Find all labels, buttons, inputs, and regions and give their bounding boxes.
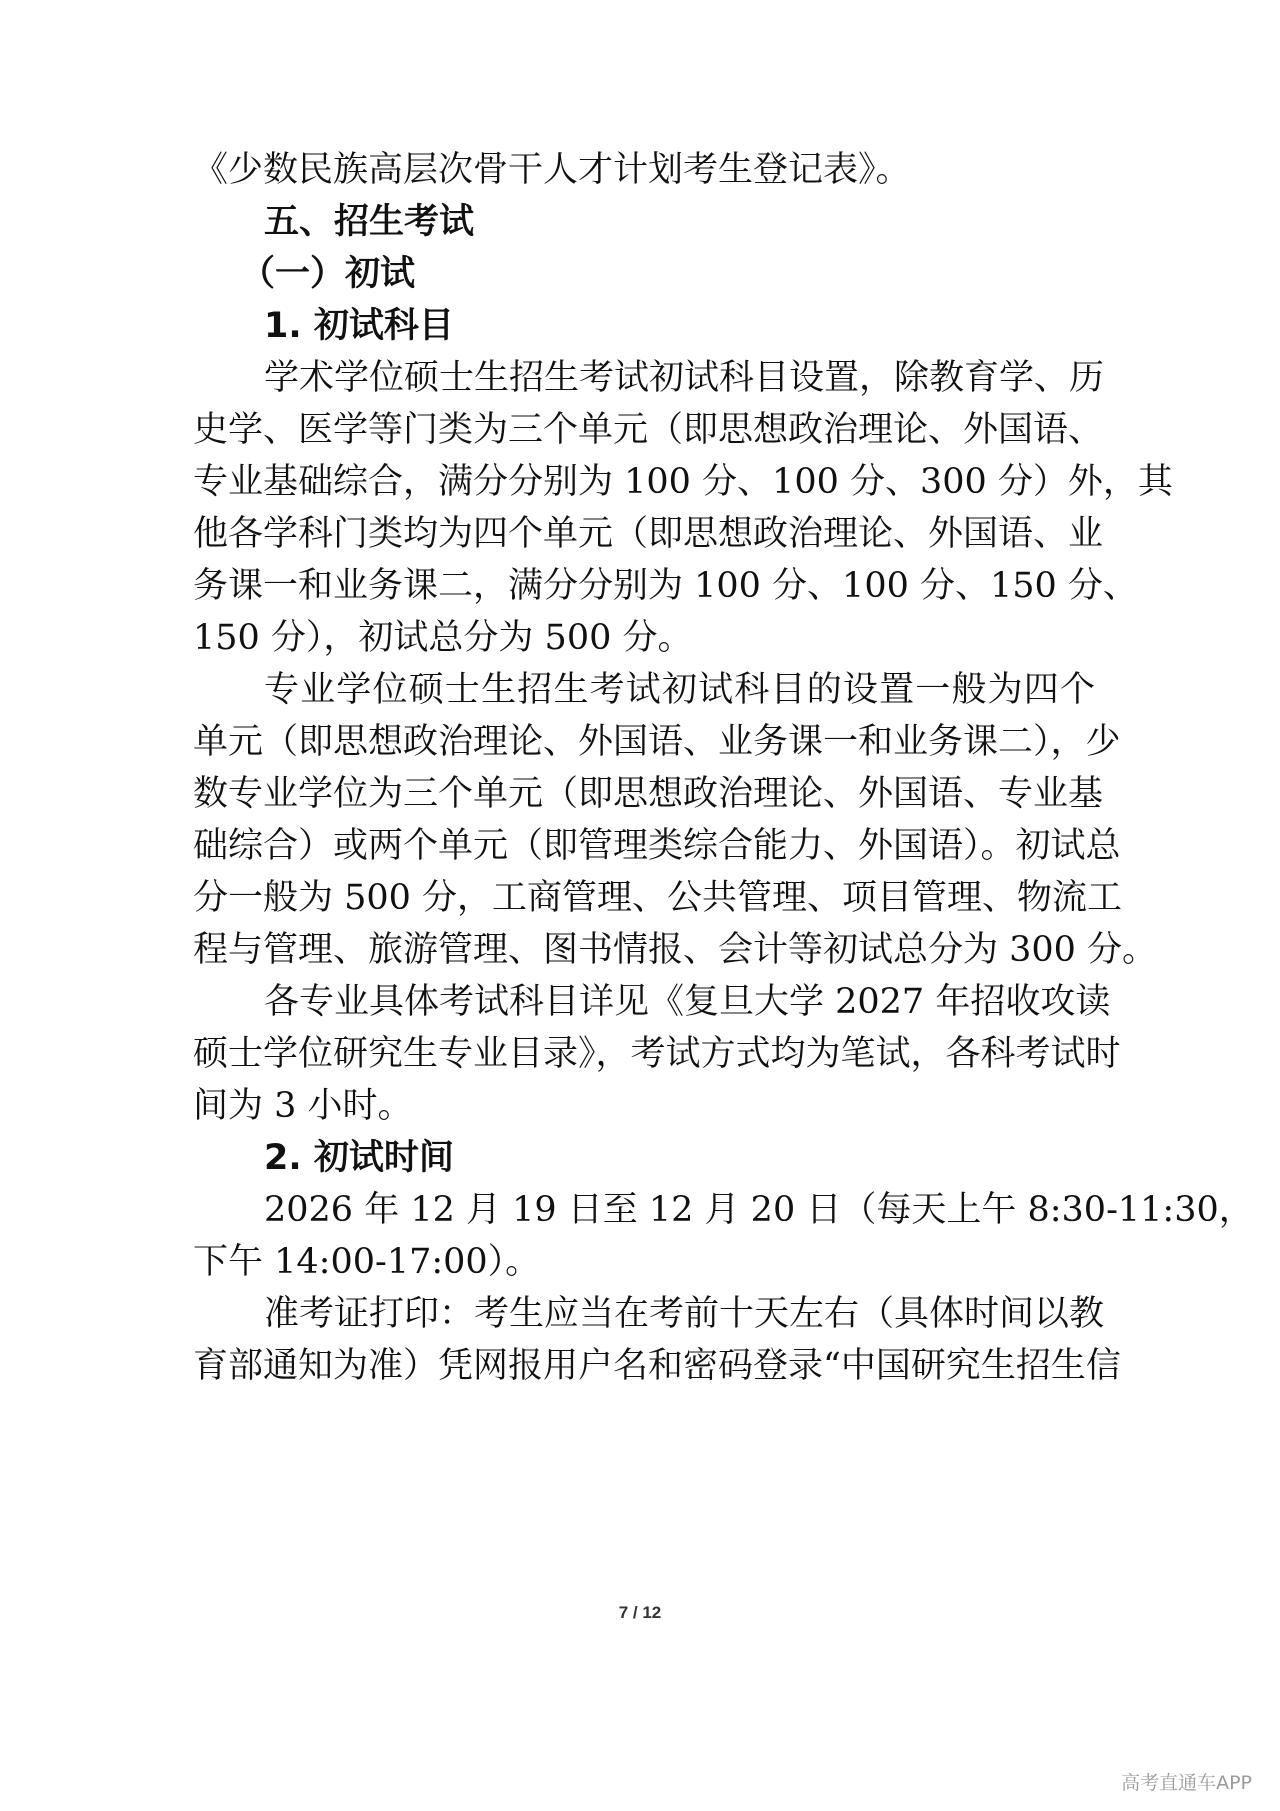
section-heading: 五、招生考试 [264, 202, 475, 242]
paragraph-line: 分一般为 500 分，工商管理、公共管理、项目管理、物流工 [193, 878, 1123, 918]
paragraph-line: 专业学位硕士生招生考试初试科目的设置一般为四个 [264, 670, 1095, 710]
text-line: 《少数民族高层次骨干人才计划考生登记表》。 [193, 150, 911, 190]
paragraph-line: 各专业具体考试科目详见《复旦大学 2027 年招收攻读 [264, 982, 1111, 1022]
watermark: 高考直通车APP [1121, 1772, 1252, 1794]
paragraph-line: 2026 年 12 月 19 日至 12 月 20 日（每天上午 8:30-11:30， [264, 1190, 1254, 1230]
paragraph-line: 务课一和业务课二，满分分别为 100 分、100 分、150 分、 [193, 566, 1138, 606]
paragraph-line: 学术学位硕士生招生考试初试科目设置，除教育学、历 [264, 358, 1105, 398]
paragraph-line: 数专业学位为三个单元（即思想政治理论、外国语、专业基 [193, 774, 1104, 814]
paragraph-line: 史学、医学等门类为三个单元（即思想政治理论、外国语、 [193, 410, 1104, 450]
paragraph-line: 下午 14:00-17:00）。 [193, 1242, 541, 1282]
paragraph-line: 间为 3 小时。 [193, 1086, 413, 1126]
item-heading: 1. 初试科目 [264, 306, 454, 346]
item-heading: 2. 初试时间 [264, 1138, 454, 1178]
page-number: 7 / 12 [618, 1603, 662, 1622]
paragraph-line: 准考证打印：考生应当在考前十天左右（具体时间以教 [264, 1294, 1105, 1334]
paragraph-line: 育部通知为准）凭网报用户名和密码登录“中国研究生招生信 [193, 1346, 1121, 1386]
subsection-heading: （一）初试 [240, 254, 416, 294]
paragraph-line: 硕士学位研究生专业目录》，考试方式均为笔试，各科考试时 [193, 1034, 1121, 1074]
paragraph-line: 础综合）或两个单元（即管理类综合能力、外国语）。初试总 [193, 826, 1121, 866]
paragraph-line: 程与管理、旅游管理、图书情报、会计等初试总分为 300 分。 [193, 930, 1158, 970]
paragraph-line: 单元（即思想政治理论、外国语、业务课一和业务课二），少 [193, 722, 1121, 762]
paragraph-line: 专业基础综合，满分分别为 100 分、100 分、300 分）外，其 [193, 462, 1173, 502]
paragraph-line: 150 分），初试总分为 500 分。 [193, 618, 693, 658]
paragraph-line: 他各学科门类均为四个单元（即思想政治理论、外国语、业 [193, 514, 1104, 554]
